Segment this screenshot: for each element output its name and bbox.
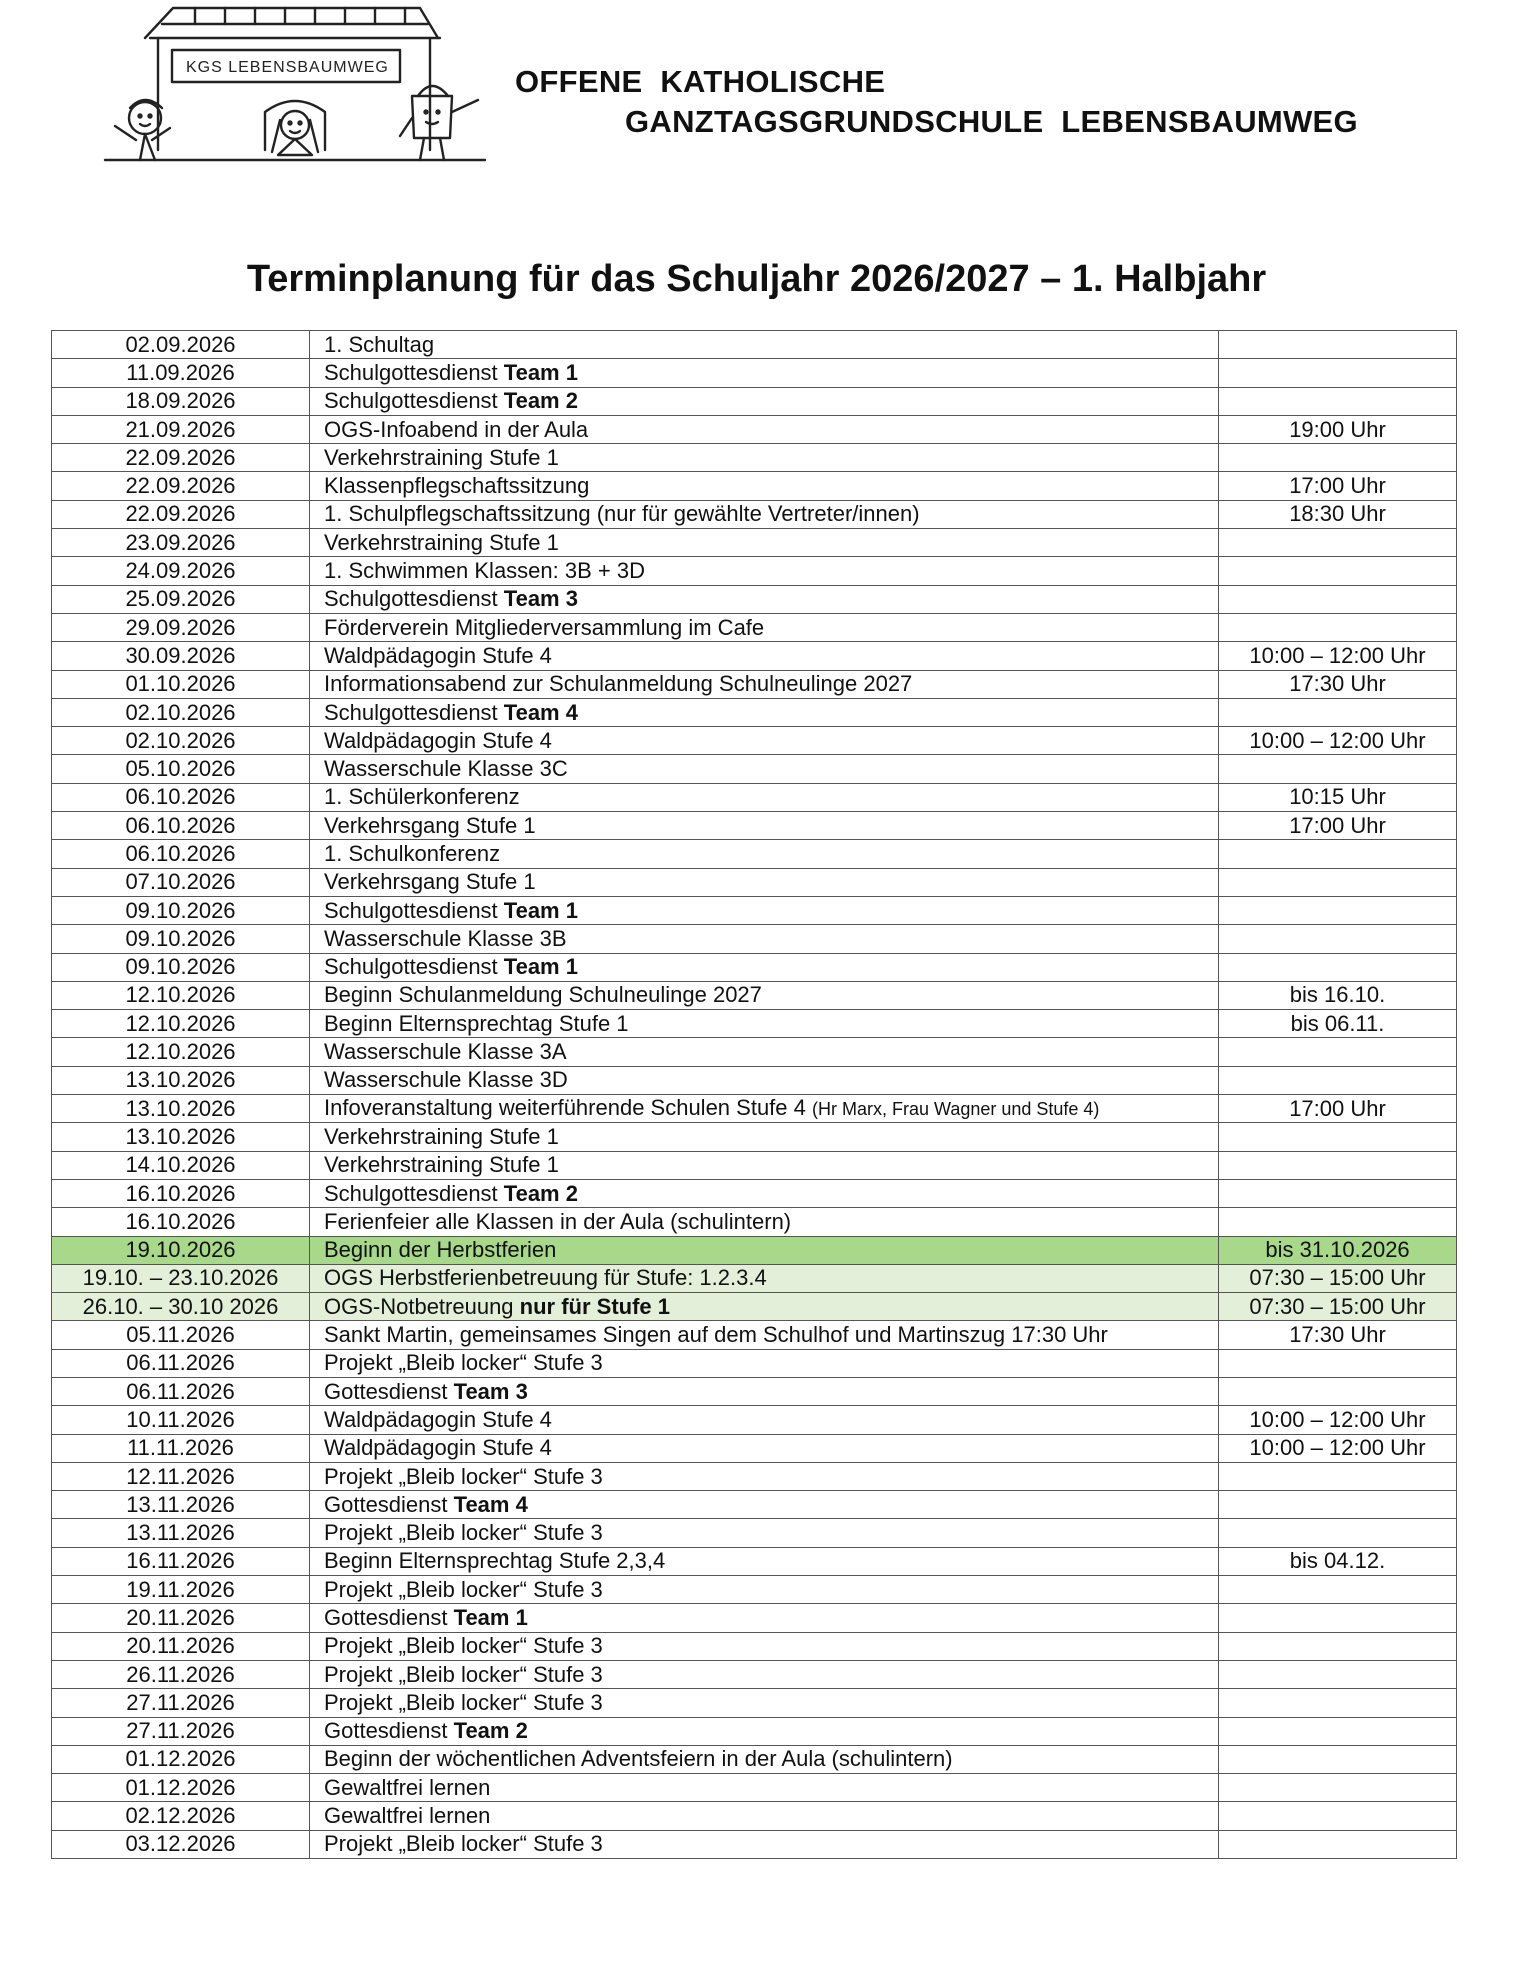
school-logo xyxy=(100,0,490,175)
row-event-text: Schulgottesdienst xyxy=(324,699,504,725)
row-event xyxy=(310,331,1219,359)
row-time xyxy=(1219,1632,1457,1660)
row-time xyxy=(1219,698,1457,726)
row-event xyxy=(310,642,1219,670)
row-event-text: Ferienfeier alle Klassen in der Aula (schulintern) xyxy=(324,1208,792,1234)
table-row xyxy=(52,1830,1457,1858)
row-event-text: Waldpädagogin Stufe 4 xyxy=(324,727,552,753)
row-event xyxy=(310,981,1219,1009)
table-row xyxy=(52,840,1457,868)
row-event-text: Projekt „Bleib locker“ Stufe 3 xyxy=(324,1576,603,1602)
row-date: 06.10.2026 xyxy=(52,812,310,840)
row-date: 03.12.2026 xyxy=(52,1830,310,1858)
row-date: 09.10.2026 xyxy=(52,953,310,981)
row-event-text: Wasserschule Klasse 3A xyxy=(324,1039,567,1065)
row-event-text: Schulgottesdienst xyxy=(324,388,504,414)
row-event-text: Sankt Martin, gemeinsames Singen auf dem Schulhof und Martinszug 17:30 Uhr xyxy=(324,1322,1108,1348)
row-date: 22.09.2026 xyxy=(52,472,310,500)
row-event xyxy=(310,1491,1219,1519)
table-row xyxy=(52,1010,1457,1038)
row-event xyxy=(310,1604,1219,1632)
row-time xyxy=(1219,925,1457,953)
row-time xyxy=(1219,1830,1457,1858)
row-event xyxy=(310,1576,1219,1604)
row-date: 13.10.2026 xyxy=(52,1123,310,1151)
row-event-text: OGS-Notbetreuung xyxy=(324,1293,520,1319)
row-date: 22.09.2026 xyxy=(52,444,310,472)
row-event-text: Wasserschule Klasse 3D xyxy=(324,1067,568,1093)
row-event-text: Verkehrstraining Stufe 1 xyxy=(324,529,559,555)
table-row xyxy=(52,1264,1457,1292)
table-row xyxy=(52,1660,1457,1688)
row-event xyxy=(310,1208,1219,1236)
row-event xyxy=(310,727,1219,755)
table-row xyxy=(52,529,1457,557)
row-event xyxy=(310,896,1219,924)
row-event xyxy=(310,529,1219,557)
table-row xyxy=(52,1745,1457,1773)
row-date: 26.11.2026 xyxy=(52,1660,310,1688)
row-event-emphasis: Team 3 xyxy=(453,1378,528,1404)
row-event xyxy=(310,1660,1219,1688)
row-event xyxy=(310,1349,1219,1377)
table-row xyxy=(52,670,1457,698)
row-time xyxy=(1219,840,1457,868)
table-row xyxy=(52,755,1457,783)
row-time: 10:00 – 12:00 Uhr xyxy=(1219,1406,1457,1434)
row-event-text: Projekt „Bleib locker“ Stufe 3 xyxy=(324,1633,603,1659)
row-date: 13.10.2026 xyxy=(52,1066,310,1094)
row-event xyxy=(310,953,1219,981)
table-row xyxy=(52,415,1457,443)
row-event-emphasis: Team 2 xyxy=(503,1180,578,1206)
row-event-text: Gottesdienst xyxy=(324,1605,454,1630)
table-row xyxy=(52,1349,1457,1377)
row-time xyxy=(1219,1038,1457,1066)
row-event xyxy=(310,557,1219,585)
row-date: 20.11.2026 xyxy=(52,1604,310,1632)
row-event xyxy=(310,1151,1219,1179)
row-event-text: Waldpädagogin Stufe 4 xyxy=(324,1435,552,1461)
table-row xyxy=(52,444,1457,472)
row-event-text: OGS Herbstferienbetreuung für Stufe: 1.2.3.4 xyxy=(324,1265,767,1291)
row-time: 17:00 Uhr xyxy=(1219,472,1457,500)
row-time xyxy=(1219,1660,1457,1688)
row-time xyxy=(1219,1745,1457,1773)
table-row xyxy=(52,1293,1457,1321)
row-event xyxy=(310,670,1219,698)
row-event xyxy=(310,613,1219,641)
row-date: 27.11.2026 xyxy=(52,1689,310,1717)
row-event xyxy=(310,472,1219,500)
row-event-text: Wasserschule Klasse 3C xyxy=(324,756,568,782)
row-event-text: Schulgottesdienst xyxy=(324,586,504,612)
row-time xyxy=(1219,868,1457,896)
row-event xyxy=(310,1264,1219,1292)
row-event-emphasis: Team 1 xyxy=(503,897,578,923)
table-row xyxy=(52,953,1457,981)
row-event-emphasis: Team 1 xyxy=(503,954,578,980)
table-row xyxy=(52,1632,1457,1660)
row-date: 02.09.2026 xyxy=(52,331,310,359)
table-row xyxy=(52,868,1457,896)
row-event xyxy=(310,1236,1219,1264)
row-time xyxy=(1219,331,1457,359)
row-date: 18.09.2026 xyxy=(52,387,310,415)
row-time xyxy=(1219,1179,1457,1207)
row-date: 01.12.2026 xyxy=(52,1774,310,1802)
row-date: 06.10.2026 xyxy=(52,840,310,868)
schedule-body xyxy=(52,331,1457,1859)
row-time xyxy=(1219,1377,1457,1405)
row-date: 19.10.2026 xyxy=(52,1236,310,1264)
row-event xyxy=(310,1066,1219,1094)
table-row xyxy=(52,1208,1457,1236)
table-row xyxy=(52,783,1457,811)
row-time: 18:30 Uhr xyxy=(1219,500,1457,528)
row-date: 06.10.2026 xyxy=(52,783,310,811)
row-event-text: Schulgottesdienst xyxy=(324,954,504,980)
row-time xyxy=(1219,1717,1457,1745)
row-date: 12.10.2026 xyxy=(52,981,310,1009)
table-row xyxy=(52,1434,1457,1462)
row-time xyxy=(1219,1462,1457,1490)
row-event xyxy=(310,868,1219,896)
row-date: 20.11.2026 xyxy=(52,1632,310,1660)
row-event-text: Waldpädagogin Stufe 4 xyxy=(324,1406,552,1432)
table-row xyxy=(52,585,1457,613)
row-event-text: Verkehrstraining Stufe 1 xyxy=(324,444,559,470)
row-event-emphasis: Team 1 xyxy=(453,1605,528,1630)
table-row xyxy=(52,331,1457,359)
row-date: 13.11.2026 xyxy=(52,1519,310,1547)
row-event-text: Beginn Schulanmeldung Schulneulinge 2027 xyxy=(324,982,762,1008)
row-time: 17:00 Uhr xyxy=(1219,1095,1457,1123)
row-time xyxy=(1219,444,1457,472)
row-event-text: Klassenpflegschaftssitzung xyxy=(324,473,590,499)
table-row xyxy=(52,613,1457,641)
row-time xyxy=(1219,1576,1457,1604)
row-time: 10:15 Uhr xyxy=(1219,783,1457,811)
row-time: 10:00 – 12:00 Uhr xyxy=(1219,642,1457,670)
row-event xyxy=(310,359,1219,387)
document-title: Terminplanung für das Schuljahr 2026/2027 – 1. Halbjahr xyxy=(246,258,1267,300)
row-time: bis 16.10. xyxy=(1219,981,1457,1009)
table-row xyxy=(52,359,1457,387)
row-time xyxy=(1219,1349,1457,1377)
row-time xyxy=(1219,1774,1457,1802)
row-event xyxy=(310,1745,1219,1773)
row-time: bis 06.11. xyxy=(1219,1010,1457,1038)
row-date: 14.10.2026 xyxy=(52,1151,310,1179)
row-time xyxy=(1219,953,1457,981)
row-time xyxy=(1219,896,1457,924)
row-date: 29.09.2026 xyxy=(52,613,310,641)
row-date: 19.11.2026 xyxy=(52,1576,310,1604)
row-date: 13.10.2026 xyxy=(52,1095,310,1123)
row-time: 17:00 Uhr xyxy=(1219,812,1457,840)
row-date: 24.09.2026 xyxy=(52,557,310,585)
row-event-text: Schulgottesdienst xyxy=(324,897,504,923)
table-row xyxy=(52,1802,1457,1830)
table-row xyxy=(52,1717,1457,1745)
row-time: 07:30 – 15:00 Uhr xyxy=(1219,1293,1457,1321)
row-date: 27.11.2026 xyxy=(52,1717,310,1745)
row-event xyxy=(310,783,1219,811)
row-date: 30.09.2026 xyxy=(52,642,310,670)
table-row xyxy=(52,1519,1457,1547)
row-date: 05.10.2026 xyxy=(52,755,310,783)
row-time: 10:00 – 12:00 Uhr xyxy=(1219,1434,1457,1462)
table-row xyxy=(52,727,1457,755)
school-name-line2: GANZTAGSGRUNDSCHULE LEBENSBAUMWEG xyxy=(625,104,1358,139)
table-row xyxy=(52,472,1457,500)
row-event xyxy=(310,1519,1219,1547)
row-date: 16.11.2026 xyxy=(52,1547,310,1575)
row-event xyxy=(310,925,1219,953)
table-row xyxy=(52,642,1457,670)
row-date: 02.12.2026 xyxy=(52,1802,310,1830)
schedule-table xyxy=(51,330,1457,1859)
row-time xyxy=(1219,1123,1457,1151)
row-event-text: Wasserschule Klasse 3B xyxy=(324,925,567,951)
table-row xyxy=(52,1604,1457,1632)
row-time xyxy=(1219,755,1457,783)
row-event xyxy=(310,755,1219,783)
row-event xyxy=(310,698,1219,726)
row-date: 02.10.2026 xyxy=(52,727,310,755)
row-date: 06.11.2026 xyxy=(52,1377,310,1405)
row-event xyxy=(310,387,1219,415)
row-date: 11.11.2026 xyxy=(52,1434,310,1462)
row-event-text: Beginn Elternsprechtag Stufe 2,3,4 xyxy=(324,1548,666,1574)
row-event-note: (Hr Marx, Frau Wagner und Stufe 4) xyxy=(812,1099,1100,1120)
row-date: 16.10.2026 xyxy=(52,1208,310,1236)
row-time xyxy=(1219,1151,1457,1179)
table-row xyxy=(52,812,1457,840)
row-event-text: 1. Schultag xyxy=(324,331,435,357)
row-event xyxy=(310,415,1219,443)
row-date: 01.12.2026 xyxy=(52,1745,310,1773)
row-time xyxy=(1219,1491,1457,1519)
table-row xyxy=(52,1236,1457,1264)
row-event xyxy=(310,1406,1219,1434)
row-event-text: Verkehrstraining Stufe 1 xyxy=(324,1123,559,1149)
row-date: 01.10.2026 xyxy=(52,670,310,698)
row-event-text: Projekt „Bleib locker“ Stufe 3 xyxy=(324,1520,603,1546)
row-event-text: Beginn der Herbstferien xyxy=(324,1237,557,1263)
row-event-text: Förderverein Mitgliederversammlung im Cafe xyxy=(324,614,765,640)
row-event-text: Verkehrsgang Stufe 1 xyxy=(324,869,536,895)
table-row xyxy=(52,557,1457,585)
row-time xyxy=(1219,557,1457,585)
table-row xyxy=(52,1038,1457,1066)
row-event xyxy=(310,1010,1219,1038)
row-event xyxy=(310,1434,1219,1462)
table-row xyxy=(52,1547,1457,1575)
row-date: 22.09.2026 xyxy=(52,500,310,528)
table-row xyxy=(52,1576,1457,1604)
table-row xyxy=(52,1377,1457,1405)
row-event-text: Schulgottesdienst xyxy=(324,359,504,385)
row-event-text: Projekt „Bleib locker“ Stufe 3 xyxy=(324,1689,603,1715)
row-time xyxy=(1219,1066,1457,1094)
table-row xyxy=(52,1123,1457,1151)
row-event xyxy=(310,1179,1219,1207)
row-event-text: Gewaltfrei lernen xyxy=(324,1803,491,1829)
row-time xyxy=(1219,1689,1457,1717)
row-date: 09.10.2026 xyxy=(52,896,310,924)
row-event-text: Gottesdienst xyxy=(324,1378,454,1404)
row-event xyxy=(310,1095,1219,1123)
row-date: 16.10.2026 xyxy=(52,1179,310,1207)
row-date: 23.09.2026 xyxy=(52,529,310,557)
table-row xyxy=(52,1151,1457,1179)
row-event-text: Gottesdienst xyxy=(324,1491,454,1517)
row-time xyxy=(1219,1802,1457,1830)
row-event-text: Projekt „Bleib locker“ Stufe 3 xyxy=(324,1831,603,1857)
row-event-text: 1. Schwimmen Klassen: 3B + 3D xyxy=(324,558,645,584)
row-event xyxy=(310,585,1219,613)
row-event xyxy=(310,1717,1219,1745)
table-row xyxy=(52,1095,1457,1123)
row-event xyxy=(310,500,1219,528)
row-event-text: Projekt „Bleib locker“ Stufe 3 xyxy=(324,1463,603,1489)
row-time xyxy=(1219,613,1457,641)
row-event-text: Beginn der wöchentlichen Adventsfeiern in der Aula (schulintern) xyxy=(324,1746,953,1772)
row-event-text: Informationsabend zur Schulanmeldung Schulneulinge 2027 xyxy=(324,671,913,697)
row-event xyxy=(310,444,1219,472)
row-date: 12.10.2026 xyxy=(52,1010,310,1038)
row-event-text: Waldpädagogin Stufe 4 xyxy=(324,642,552,668)
row-event xyxy=(310,1123,1219,1151)
row-date: 13.11.2026 xyxy=(52,1491,310,1519)
row-event xyxy=(310,1689,1219,1717)
row-date: 10.11.2026 xyxy=(52,1406,310,1434)
table-row xyxy=(52,1406,1457,1434)
row-event-emphasis: Team 4 xyxy=(503,699,578,725)
row-date: 12.11.2026 xyxy=(52,1462,310,1490)
school-name xyxy=(515,62,1358,142)
row-time xyxy=(1219,1519,1457,1547)
row-event xyxy=(310,1774,1219,1802)
row-time: bis 31.10.2026 xyxy=(1219,1236,1457,1264)
row-time xyxy=(1219,359,1457,387)
table-row xyxy=(52,387,1457,415)
row-time xyxy=(1219,1208,1457,1236)
table-row xyxy=(52,1491,1457,1519)
row-event-text: Gewaltfrei lernen xyxy=(324,1774,491,1800)
row-time: 07:30 – 15:00 Uhr xyxy=(1219,1264,1457,1292)
row-time xyxy=(1219,387,1457,415)
row-date: 26.10. – 30.10 2026 xyxy=(52,1293,310,1321)
row-date: 05.11.2026 xyxy=(52,1321,310,1349)
row-event-text: Projekt „Bleib locker“ Stufe 3 xyxy=(324,1661,603,1687)
row-event-text: Verkehrsgang Stufe 1 xyxy=(324,812,536,838)
row-event-text: OGS-Infoabend in der Aula xyxy=(324,416,589,442)
row-time: 10:00 – 12:00 Uhr xyxy=(1219,727,1457,755)
row-event-emphasis: Team 3 xyxy=(503,586,578,612)
school-logo-drawing xyxy=(100,0,490,175)
row-event xyxy=(310,1547,1219,1575)
table-row xyxy=(52,1179,1457,1207)
row-event-emphasis: nur für Stufe 1 xyxy=(519,1293,671,1319)
table-row xyxy=(52,1462,1457,1490)
table-row xyxy=(52,1774,1457,1802)
row-event-emphasis: Team 1 xyxy=(503,359,578,385)
row-event-emphasis: Team 2 xyxy=(503,388,578,414)
row-event-emphasis: Team 4 xyxy=(453,1491,528,1517)
row-date: 19.10. – 23.10.2026 xyxy=(52,1264,310,1292)
row-event-text: 1. Schülerkonferenz xyxy=(324,784,520,810)
table-row xyxy=(52,1689,1457,1717)
row-time xyxy=(1219,529,1457,557)
row-time: 17:30 Uhr xyxy=(1219,670,1457,698)
row-event xyxy=(310,1038,1219,1066)
row-event-text: Schulgottesdienst xyxy=(324,1180,504,1206)
row-date: 21.09.2026 xyxy=(52,415,310,443)
table-row xyxy=(52,925,1457,953)
row-event xyxy=(310,1377,1219,1405)
row-event-text: Verkehrstraining Stufe 1 xyxy=(324,1152,559,1178)
row-date: 09.10.2026 xyxy=(52,925,310,953)
table-row xyxy=(52,698,1457,726)
row-event xyxy=(310,1830,1219,1858)
row-time xyxy=(1219,1604,1457,1632)
row-date: 12.10.2026 xyxy=(52,1038,310,1066)
table-row xyxy=(52,500,1457,528)
row-event-text: Beginn Elternsprechtag Stufe 1 xyxy=(324,1010,629,1036)
row-event-text: Gottesdienst xyxy=(324,1718,454,1744)
row-date: 25.09.2026 xyxy=(52,585,310,613)
row-date: 02.10.2026 xyxy=(52,698,310,726)
table-row xyxy=(52,1321,1457,1349)
row-date: 07.10.2026 xyxy=(52,868,310,896)
table-row xyxy=(52,896,1457,924)
row-event-text: Infoveranstaltung weiterführende Schulen Stufe 4 xyxy=(324,1095,812,1121)
row-event-text: 1. Schulpflegschaftssitzung (nur für gewählte Vertreter/innen) xyxy=(324,501,920,527)
logo-text: KGS LEBENSBAUMWEG xyxy=(186,59,389,76)
row-time: 17:30 Uhr xyxy=(1219,1321,1457,1349)
row-event-text: Projekt „Bleib locker“ Stufe 3 xyxy=(324,1350,603,1376)
row-time: bis 04.12. xyxy=(1219,1547,1457,1575)
row-event xyxy=(310,1321,1219,1349)
table-row xyxy=(52,1066,1457,1094)
row-event xyxy=(310,1802,1219,1830)
row-date: 06.11.2026 xyxy=(52,1349,310,1377)
row-time: 19:00 Uhr xyxy=(1219,415,1457,443)
row-event xyxy=(310,1293,1219,1321)
row-event xyxy=(310,840,1219,868)
row-event xyxy=(310,812,1219,840)
row-date: 11.09.2026 xyxy=(52,359,310,387)
school-name-line1: OFFENE KATHOLISCHE xyxy=(515,64,886,99)
row-time xyxy=(1219,585,1457,613)
table-row xyxy=(52,981,1457,1009)
row-event-emphasis: Team 2 xyxy=(453,1718,528,1744)
row-event xyxy=(310,1632,1219,1660)
row-event-text: 1. Schulkonferenz xyxy=(324,840,501,866)
row-event xyxy=(310,1462,1219,1490)
